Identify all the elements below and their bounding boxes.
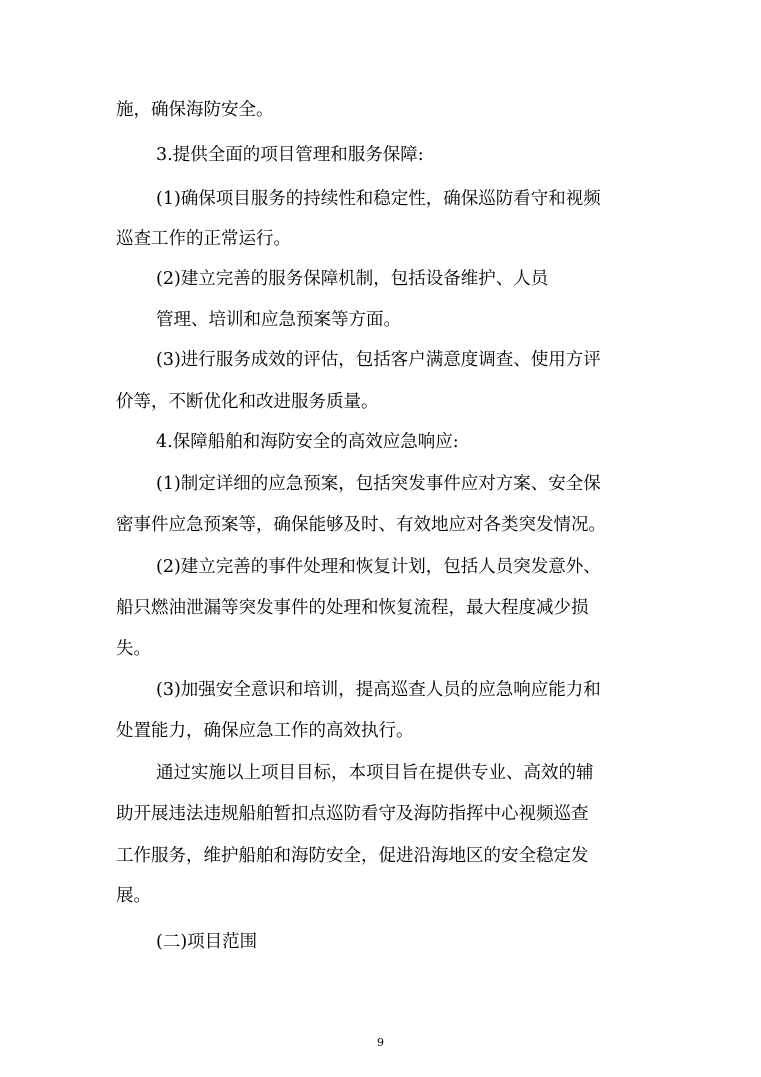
text-line: (2)建立完善的服务保障机制，包括设备维护、人员 — [156, 269, 549, 289]
text-line: (1)制定详细的应急预案，包括突发事件应对方案、安全保 — [156, 474, 601, 494]
section-heading: (二)项目范围 — [156, 932, 258, 952]
text-line: 助开展违法违规船舶暂扣点巡防看守及海防指挥中心视频巡查 — [116, 804, 589, 824]
text-line: 工作服务，维护船舶和海防安全，促进沿海地区的安全稳定发 — [116, 846, 589, 866]
text-line: 展。 — [116, 886, 151, 906]
text-line: 价等，不断优化和改进服务质量。 — [116, 392, 379, 412]
text-line: (3)加强安全意识和培训，提高巡查人员的应急响应能力和 — [156, 680, 601, 700]
section-heading: 4.保障船舶和海防安全的高效应急响应: — [156, 432, 459, 452]
page-number: 9 — [377, 1036, 384, 1049]
text-line: 通过实施以上项目目标，本项目旨在提供专业、高效的辅 — [156, 763, 594, 783]
text-line: (3)进行服务成效的评估，包括客户满意度调查、使用方评 — [156, 350, 601, 370]
text-line: 密事件应急预案等，确保能够及时、有效地应对各类突发情况。 — [116, 515, 606, 535]
text-line: 船只燃油泄漏等突发事件的处理和恢复流程，最大程度减少损 — [116, 598, 589, 618]
text-line: 管理、培训和应急预案等方面。 — [156, 310, 401, 330]
text-line: (1)确保项目服务的持续性和稳定性，确保巡防看守和视频 — [156, 189, 601, 209]
text-line: 施，确保海防安全。 — [116, 100, 274, 120]
text-line: 巡查工作的正常运行。 — [116, 229, 291, 249]
text-line: 处置能力，确保应急工作的高效执行。 — [116, 721, 414, 741]
text-line: 失。 — [116, 639, 151, 659]
text-line: (2)建立完善的事件处理和恢复计划，包括人员突发意外、 — [156, 557, 601, 577]
section-heading: 3.提供全面的项目管理和服务保障: — [156, 145, 424, 165]
